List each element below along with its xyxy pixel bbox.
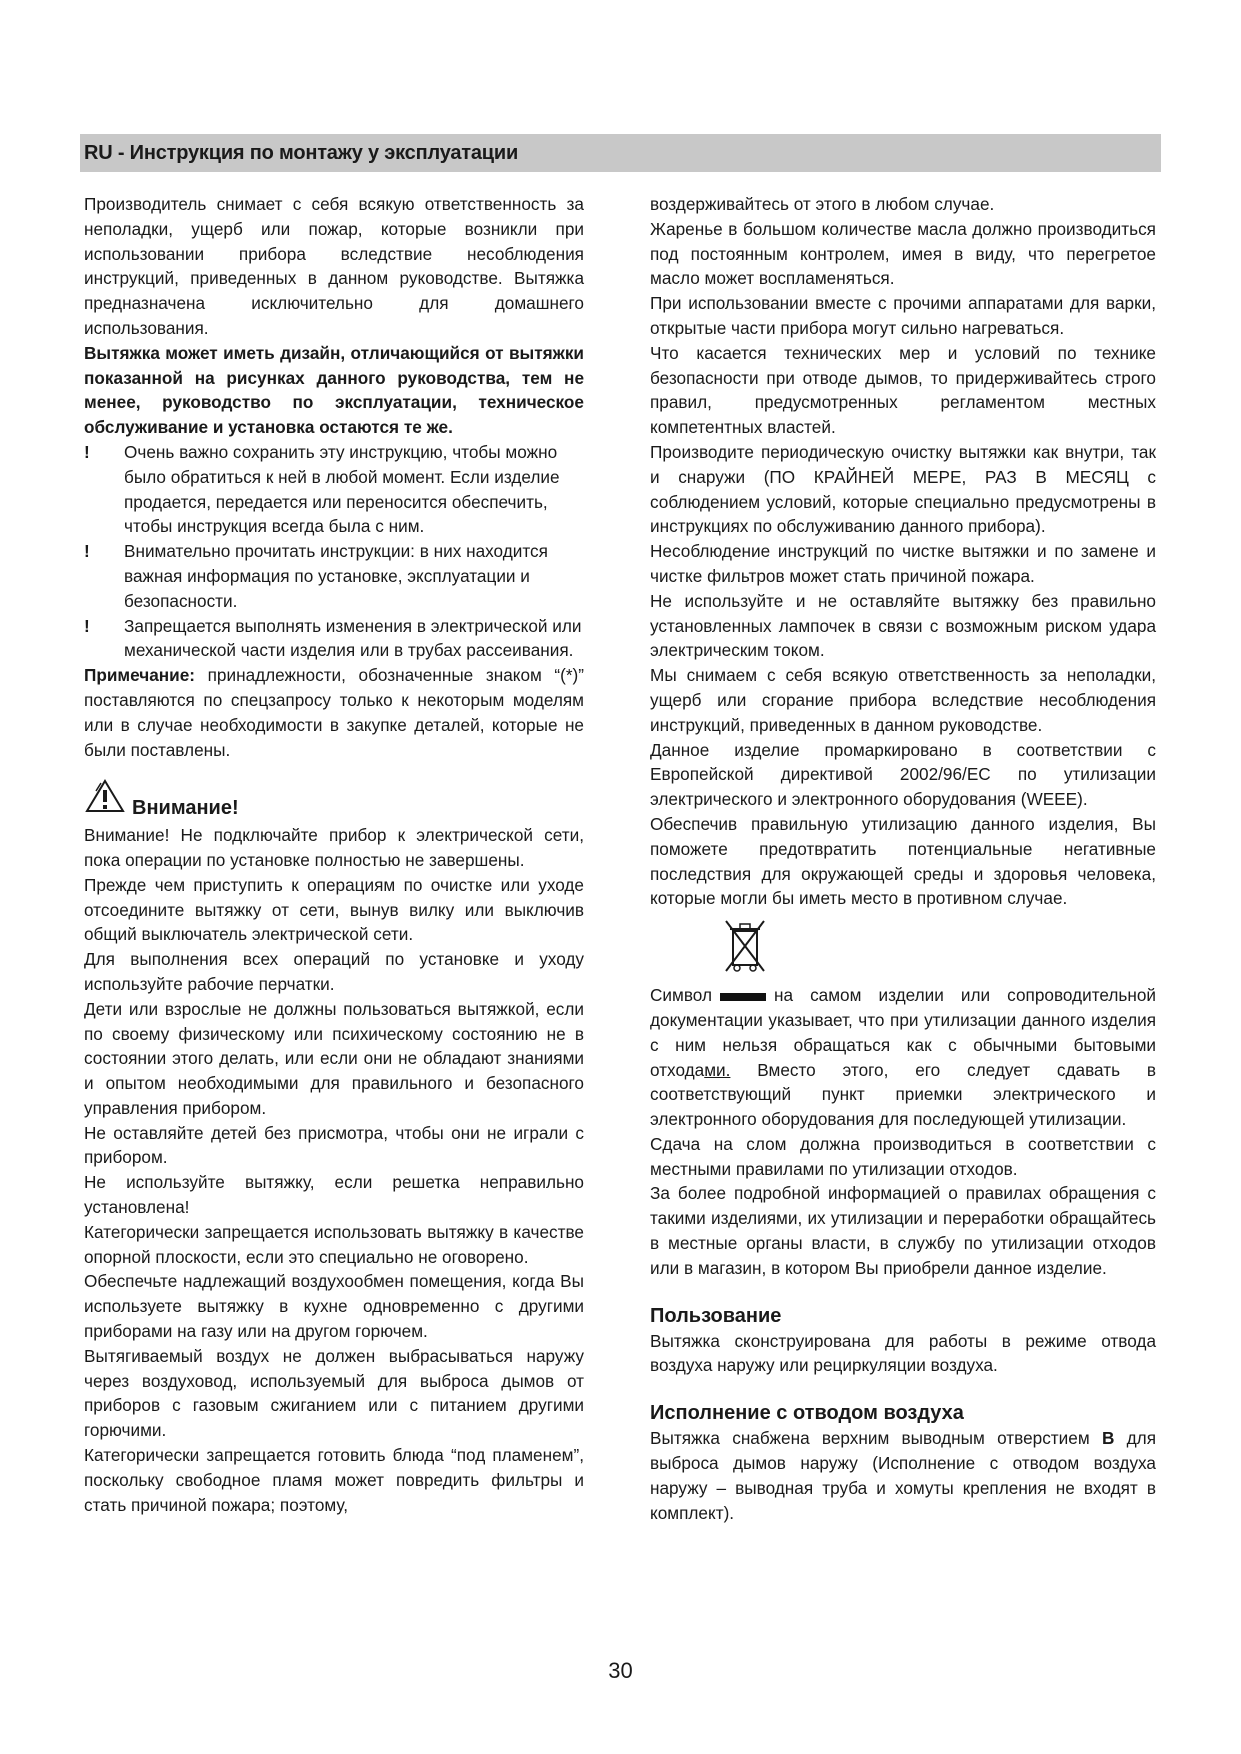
usage-paragraph: Вытяжка сконструирована для работы в режиме отвода воздуха наружу или рециркуляции воздуха.	[650, 1330, 1156, 1376]
usage-heading: Пользование	[650, 1304, 782, 1327]
safety-paragraph: Мы снимаем с себя всякую ответственность за неполадки, ущерб или сгорание прибора вследствие несоблюдения инструкций, приведенных в данном руководстве.	[650, 665, 1156, 735]
weee-symbol	[650, 915, 1156, 983]
warning-triangle-icon	[84, 778, 126, 821]
warning-paragraph: Дети или взрослые не должны пользоваться вытяжкой, если по своему физическому или психическому состоянию не в состоянии этого делать, или если они не обладают знаниями и опытом необходимыми для правильного и безопасного управления прибором.	[84, 998, 584, 1118]
symbol-text-b: Вместо этого, его следует сдавать в соответствующий пункт приемки электрического и электронного оборудования для последующей утилизации.	[650, 1059, 1156, 1130]
exhaust-paragraph	[650, 1426, 1156, 1525]
page-number: 30	[608, 1658, 633, 1683]
section-header	[80, 134, 1161, 172]
note-text: Запрещается выполнять изменения в электрической или механической части изделия или в трубах рассеивания.	[124, 615, 582, 661]
symbol-paragraph	[650, 983, 1156, 1132]
symbol-text-a: на самом изделии или сопроводительной документации указывает, что при утилизации данного изделия с ним нельзя обращаться как с обычными бытовыми отхода	[650, 985, 1156, 1080]
note-text: Внимательно прочитать инструкции: в них находится важная информация по установке, эксплуатации и безопасности.	[124, 541, 548, 611]
disposal-paragraph: Сдача на слом должна производиться в соответствии с местными правилами по утилизации отходов.	[650, 1133, 1156, 1179]
warning-paragraph: Для выполнения всех операций по установке и уходу используйте рабочие перчатки.	[84, 949, 584, 994]
safety-paragraph: воздерживайтесь от этого в любом случае.	[650, 194, 995, 214]
warning-paragraph: Прежде чем приступить к операциям по очистке или уходе отсоедините вытяжку от сети, вынув вилку или выключив общий выключатель электрической сети.	[84, 874, 584, 945]
exclamation-mark: !	[84, 615, 90, 636]
note-text: Очень важно сохранить эту инструкцию, чтобы можно было обратиться к ней в любой момент. Если изделие продается, передается или переносится обеспечить, чтобы инструкция всегда была с ним.	[124, 441, 560, 537]
warning-paragraph: Вытягиваемый воздух не должен выбрасываться наружу через воздуховод, используемый для выброса дымов от приборов с газовым сжиганием или с питанием другими горючими.	[84, 1345, 584, 1441]
exclamation-mark: !	[84, 441, 90, 462]
intro-paragraph: Производитель снимает с себя всякую ответственность за неполадки, ущерб или пожар, которые возникли при использовании прибора вследствие несоблюдения инструкций, приведенных в данном руководстве. Вытяжка предназначена исключительно для домашнего использования.	[84, 194, 584, 338]
safety-paragraph: Производите периодическую очистку вытяжки как внутри, так и снаружи (ПО КРАЙНЕЙ МЕРЕ, РАЗ В МЕСЯЦ с соблюдением условий, которые специально предусмотрены в инструкциях по обслуживанию данного прибора).	[650, 441, 1156, 537]
warning-label: Внимание!	[132, 797, 239, 820]
warning-paragraph: Не используйте вытяжку, если решетка неправильно установлена!	[84, 1172, 584, 1218]
exclamation-mark: !	[84, 541, 90, 562]
warning-heading	[84, 778, 584, 821]
safety-paragraph: При использовании вместе с прочими аппаратами для варки, открытые части прибора могут сильно нагреваться.	[650, 293, 1156, 338]
exhaust-letter: B	[1101, 1428, 1115, 1449]
safety-paragraph: Не используйте и не оставляйте вытяжку без правильно установленных лампочек в связи с возможным риском удара электрическим током.	[650, 590, 1156, 661]
safety-paragraph: Жаренье в большом количестве масла должно производиться под постоянным контролем, имея в виду, что перегретое масло может воспламеняться.	[650, 218, 1156, 289]
safety-paragraph: Несоблюдение инструкций по чистке вытяжки и по замене и чистке фильтров может стать причиной пожара.	[650, 541, 1156, 586]
exhaust-text-a: Вытяжка снабжена верхним выводным отверстием	[650, 1428, 1102, 1449]
note-item	[84, 539, 584, 613]
safety-paragraph: Обеспечив правильную утилизацию данного изделия, Вы поможете предотвратить потенциальные негативные последствия для окружающей среды и здоровья человека, которые могли бы иметь место в противном случае.	[650, 813, 1156, 909]
symbol-text-underlined: ми.	[704, 1059, 731, 1080]
note-item	[84, 614, 584, 664]
intro-bold-paragraph: Вытяжка может иметь дизайн, отличающийся от вытяжки показанной на рисунках данного руководства, тем не менее, руководство по эксплуатации, техническое обслуживание и установка остаются те же.	[84, 342, 584, 438]
symbol-word: Символ	[650, 985, 712, 1006]
note-item	[84, 440, 584, 539]
exhaust-heading: Исполнение с отводом воздуха	[650, 1402, 964, 1425]
safety-paragraph: Данное изделие промаркировано в соответствии с Европейской директивой 2002/96/EC по утилизации электрического и электронного оборудования (WEEE).	[650, 739, 1156, 810]
note-body: принадлежности, обозначенные знаком “(*)” поставляются по спецзапросу только к некоторым моделям или в случае необходимости в закупке деталей, которые не были поставлены.	[84, 665, 584, 760]
exhaust-text-b: для выброса дымов наружу (Исполнение с отводом воздуха наружу – выводная труба и хомуты крепления не входят в комплект).	[650, 1428, 1156, 1523]
section-title: RU - Инструкция по монтажу у эксплуатации	[84, 142, 519, 164]
warning-paragraph: Обеспечьте надлежащий воздухообмен помещения, когда Вы используете вытяжку в кухне одновременно с другими приборами на газу или на другом горючем.	[84, 1271, 584, 1342]
warning-paragraph: Категорически запрещается использовать вытяжку в качестве опорной плоскости, если это специально не оговорено.	[84, 1221, 584, 1267]
right-column	[650, 192, 1156, 1525]
black-bar-icon	[720, 993, 766, 1001]
warning-paragraph: Внимание! Не подключайте прибор к электрической сети, пока операции по установке полностью не завершены.	[84, 825, 584, 870]
warning-paragraph: Не оставляйте детей без присмотра, чтобы они не играли с прибором.	[84, 1122, 584, 1168]
accessories-note	[84, 663, 584, 762]
left-column	[84, 192, 584, 1517]
note-label: Примечание:	[84, 665, 196, 686]
safety-paragraph: Что касается технических мер и условий по технике безопасности при отводе дымов, то придерживайтесь строго правил, предусмотренных регламентом местных компетентных властей.	[650, 342, 1156, 438]
warning-paragraph: Категорически запрещается готовить блюда “под пламенем”, поскольку свободное пламя может повредить фильтры и стать причиной пожара; поэтому,	[84, 1445, 584, 1515]
crossed-bin-icon	[722, 917, 768, 982]
disposal-paragraph: За более подробной информацией о правилах обращения с такими изделиями, их утилизации и переработки обращайтесь в местные органы власти, в службу по утилизации отходов или в магазин, в котором Вы приобрели данное изделие.	[650, 1183, 1156, 1278]
